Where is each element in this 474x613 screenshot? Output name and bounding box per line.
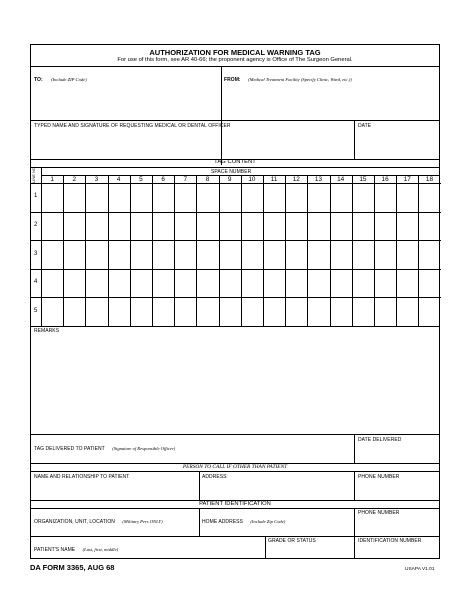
tag-cell[interactable]	[285, 183, 307, 212]
tag-cell[interactable]	[396, 240, 418, 269]
tag-cell[interactable]	[263, 240, 285, 269]
tag-cell[interactable]	[352, 269, 374, 298]
tag-cell[interactable]	[352, 297, 374, 326]
identification-number-field[interactable]: IDENTIFICATION NUMBER	[358, 538, 422, 544]
tag-cell[interactable]	[241, 269, 263, 298]
patient-name-hint: (Last, first, middle)	[82, 547, 119, 552]
organization-label: ORGANIZATION, UNIT, LOCATION	[34, 519, 115, 525]
tag-cell[interactable]	[41, 240, 63, 269]
tag-cell[interactable]	[263, 297, 285, 326]
tag-delivered-field[interactable]	[34, 437, 175, 455]
tag-cell[interactable]	[63, 269, 85, 298]
tag-cell[interactable]	[374, 212, 396, 241]
tag-cell[interactable]	[418, 269, 440, 298]
tag-cell[interactable]	[196, 183, 218, 212]
tag-content-grid	[31, 167, 441, 326]
tag-cell[interactable]	[152, 297, 174, 326]
tag-cell[interactable]	[418, 240, 440, 269]
tag-cell[interactable]	[219, 240, 241, 269]
tag-cell[interactable]	[307, 212, 329, 241]
from-field[interactable]	[224, 68, 352, 86]
space-number-label: SPACE NUMBER	[211, 169, 252, 175]
tag-cell[interactable]	[174, 183, 196, 212]
da-form-3365	[30, 44, 440, 559]
tag-cell[interactable]	[130, 212, 152, 241]
organization-hint: (Military Pers ONLY)	[122, 519, 163, 524]
officer-signature-field[interactable]: TYPED NAME AND SIGNATURE OF REQUESTING MEDICAL OR DENTAL OFFICER	[34, 123, 231, 129]
tag-cell[interactable]	[330, 269, 352, 298]
tag-cell[interactable]	[396, 297, 418, 326]
tag-cell[interactable]	[330, 183, 352, 212]
space-number-header: 13	[314, 176, 323, 183]
line-number: 1	[34, 193, 38, 200]
tag-cell[interactable]	[41, 212, 63, 241]
line-no-label: LINE NO.	[31, 165, 36, 183]
tag-cell[interactable]	[396, 269, 418, 298]
line-number: 3	[34, 250, 38, 257]
to-label: TO:	[34, 77, 43, 83]
patient-identification-label: PATIENT IDENTIFICATION	[199, 501, 271, 507]
tag-cell[interactable]	[174, 297, 196, 326]
form-subtitle: For use of this form, see AR 40-66; the proponent agency is Office of The Surgeon General.	[117, 57, 353, 63]
tag-cell[interactable]	[152, 212, 174, 241]
tag-cell[interactable]	[418, 297, 440, 326]
date-field[interactable]: DATE	[358, 123, 372, 129]
space-number-header: 9	[227, 176, 232, 183]
space-number-header: 12	[292, 176, 300, 183]
tag-cell[interactable]	[130, 240, 152, 269]
address-field[interactable]: ADDRESS	[202, 474, 227, 480]
tag-cell[interactable]	[418, 212, 440, 241]
tag-cell[interactable]	[374, 297, 396, 326]
tag-cell[interactable]	[241, 297, 263, 326]
tag-cell[interactable]	[196, 212, 218, 241]
tag-cell[interactable]	[219, 269, 241, 298]
space-number-header: 2	[72, 176, 77, 183]
tag-cell[interactable]	[241, 183, 263, 212]
space-number-header: 14	[337, 176, 345, 183]
tag-delivered-hint: (Signature of Responsible Officer)	[112, 446, 176, 451]
date-delivered-field[interactable]: DATE DELIVERED	[358, 437, 402, 443]
space-number-header: 16	[381, 176, 389, 183]
tag-cell[interactable]	[85, 212, 107, 241]
from-hint: (Medical Treatment Facility (Specify Clinic, Ward, etc.))	[248, 77, 352, 82]
tag-cell[interactable]	[374, 269, 396, 298]
tag-cell[interactable]	[152, 269, 174, 298]
name-relationship-field[interactable]: NAME AND RELATIONSHIP TO PATIENT	[34, 474, 130, 480]
tag-cell[interactable]	[174, 240, 196, 269]
space-number-header: 4	[116, 176, 121, 183]
tag-cell[interactable]	[241, 240, 263, 269]
space-number-header: 3	[94, 176, 99, 183]
patient-name-field[interactable]	[34, 538, 118, 556]
tag-cell[interactable]	[219, 297, 241, 326]
phone-number-field-1[interactable]: PHONE NUMBER	[358, 474, 400, 480]
line-number: 2	[34, 221, 38, 228]
tag-cell[interactable]	[108, 183, 130, 212]
tag-delivered-label: TAG DELIVERED TO PATIENT	[34, 446, 105, 452]
tag-cell[interactable]	[263, 212, 285, 241]
tag-cell[interactable]	[63, 212, 85, 241]
person-to-call-label: PERSON TO CALL IF OTHER THAN PATIENT	[182, 464, 288, 470]
space-number-header: 7	[183, 176, 188, 183]
grade-status-field[interactable]: GRADE OR STATUS	[268, 538, 316, 544]
tag-cell[interactable]	[374, 240, 396, 269]
organization-field[interactable]	[34, 510, 163, 528]
phone-number-field-2[interactable]: PHONE NUMBER	[358, 510, 400, 516]
tag-cell[interactable]	[352, 212, 374, 241]
tag-cell[interactable]	[108, 212, 130, 241]
tag-cell[interactable]	[330, 297, 352, 326]
tag-cell[interactable]	[85, 183, 107, 212]
space-number-header: 5	[139, 176, 143, 183]
form-version: USAPA V1.01	[405, 567, 435, 572]
from-label: FROM:	[224, 77, 241, 83]
tag-cell[interactable]	[174, 212, 196, 241]
tag-cell[interactable]	[307, 269, 329, 298]
tag-cell[interactable]	[263, 183, 285, 212]
tag-cell[interactable]	[241, 212, 263, 241]
tag-cell[interactable]	[219, 212, 241, 241]
tag-cell[interactable]	[352, 183, 374, 212]
home-address-field[interactable]	[202, 510, 285, 528]
to-field[interactable]	[34, 68, 87, 86]
tag-cell[interactable]	[263, 269, 285, 298]
tag-cell[interactable]	[41, 297, 63, 326]
space-number-header: 15	[359, 176, 367, 183]
tag-cell[interactable]	[285, 297, 307, 326]
tag-cell[interactable]	[85, 240, 107, 269]
form-number: DA FORM 3365, AUG 68	[30, 563, 115, 572]
tag-cell[interactable]	[85, 269, 107, 298]
tag-cell[interactable]	[196, 297, 218, 326]
tag-cell[interactable]	[108, 269, 130, 298]
space-number-header: 1	[50, 176, 54, 183]
line-number: 5	[34, 307, 38, 314]
tag-cell[interactable]	[396, 212, 418, 241]
tag-cell[interactable]	[174, 269, 196, 298]
tag-cell[interactable]	[152, 240, 174, 269]
tag-cell[interactable]	[307, 240, 329, 269]
tag-cell[interactable]	[307, 297, 329, 326]
tag-cell[interactable]	[196, 240, 218, 269]
tag-cell[interactable]	[196, 269, 218, 298]
remarks-field[interactable]: REMARKS	[34, 328, 60, 334]
space-number-header: 18	[425, 176, 434, 183]
tag-cell[interactable]	[352, 240, 374, 269]
tag-cell[interactable]	[130, 269, 152, 298]
tag-cell[interactable]	[108, 240, 130, 269]
tag-cell[interactable]	[63, 297, 85, 326]
tag-cell[interactable]	[219, 183, 241, 212]
tag-cell[interactable]	[130, 297, 152, 326]
tag-cell[interactable]	[285, 269, 307, 298]
tag-cell[interactable]	[108, 297, 130, 326]
tag-cell[interactable]	[307, 183, 329, 212]
home-address-label: HOME ADDRESS	[202, 519, 243, 525]
space-number-header: 10	[248, 176, 256, 183]
tag-cell[interactable]	[418, 183, 440, 212]
space-number-header: 17	[403, 176, 411, 183]
tag-cell[interactable]	[396, 183, 418, 212]
patient-name-label: PATIENT'S NAME	[34, 547, 76, 553]
tag-cell[interactable]	[63, 183, 85, 212]
line-number: 4	[34, 279, 38, 286]
space-number-header: 11	[270, 176, 278, 183]
to-hint: (Include ZIP Code)	[51, 77, 87, 82]
tag-cell[interactable]	[285, 212, 307, 241]
form-title: AUTHORIZATION FOR MEDICAL WARNING TAG	[149, 48, 321, 57]
tag-cell[interactable]	[330, 212, 352, 241]
tag-cell[interactable]	[130, 183, 152, 212]
tag-cell[interactable]	[152, 183, 174, 212]
tag-cell[interactable]	[374, 183, 396, 212]
space-number-header: 6	[161, 176, 165, 183]
tag-cell[interactable]	[330, 240, 352, 269]
tag-cell[interactable]	[285, 240, 307, 269]
tag-cell[interactable]	[63, 240, 85, 269]
tag-cell[interactable]	[85, 297, 107, 326]
tag-content-label: TAG CONTENT	[214, 159, 256, 165]
tag-cell[interactable]	[41, 269, 63, 298]
tag-cell[interactable]	[41, 183, 63, 212]
space-number-header: 8	[205, 176, 210, 183]
home-address-hint: (Include Zip Code)	[250, 519, 286, 524]
